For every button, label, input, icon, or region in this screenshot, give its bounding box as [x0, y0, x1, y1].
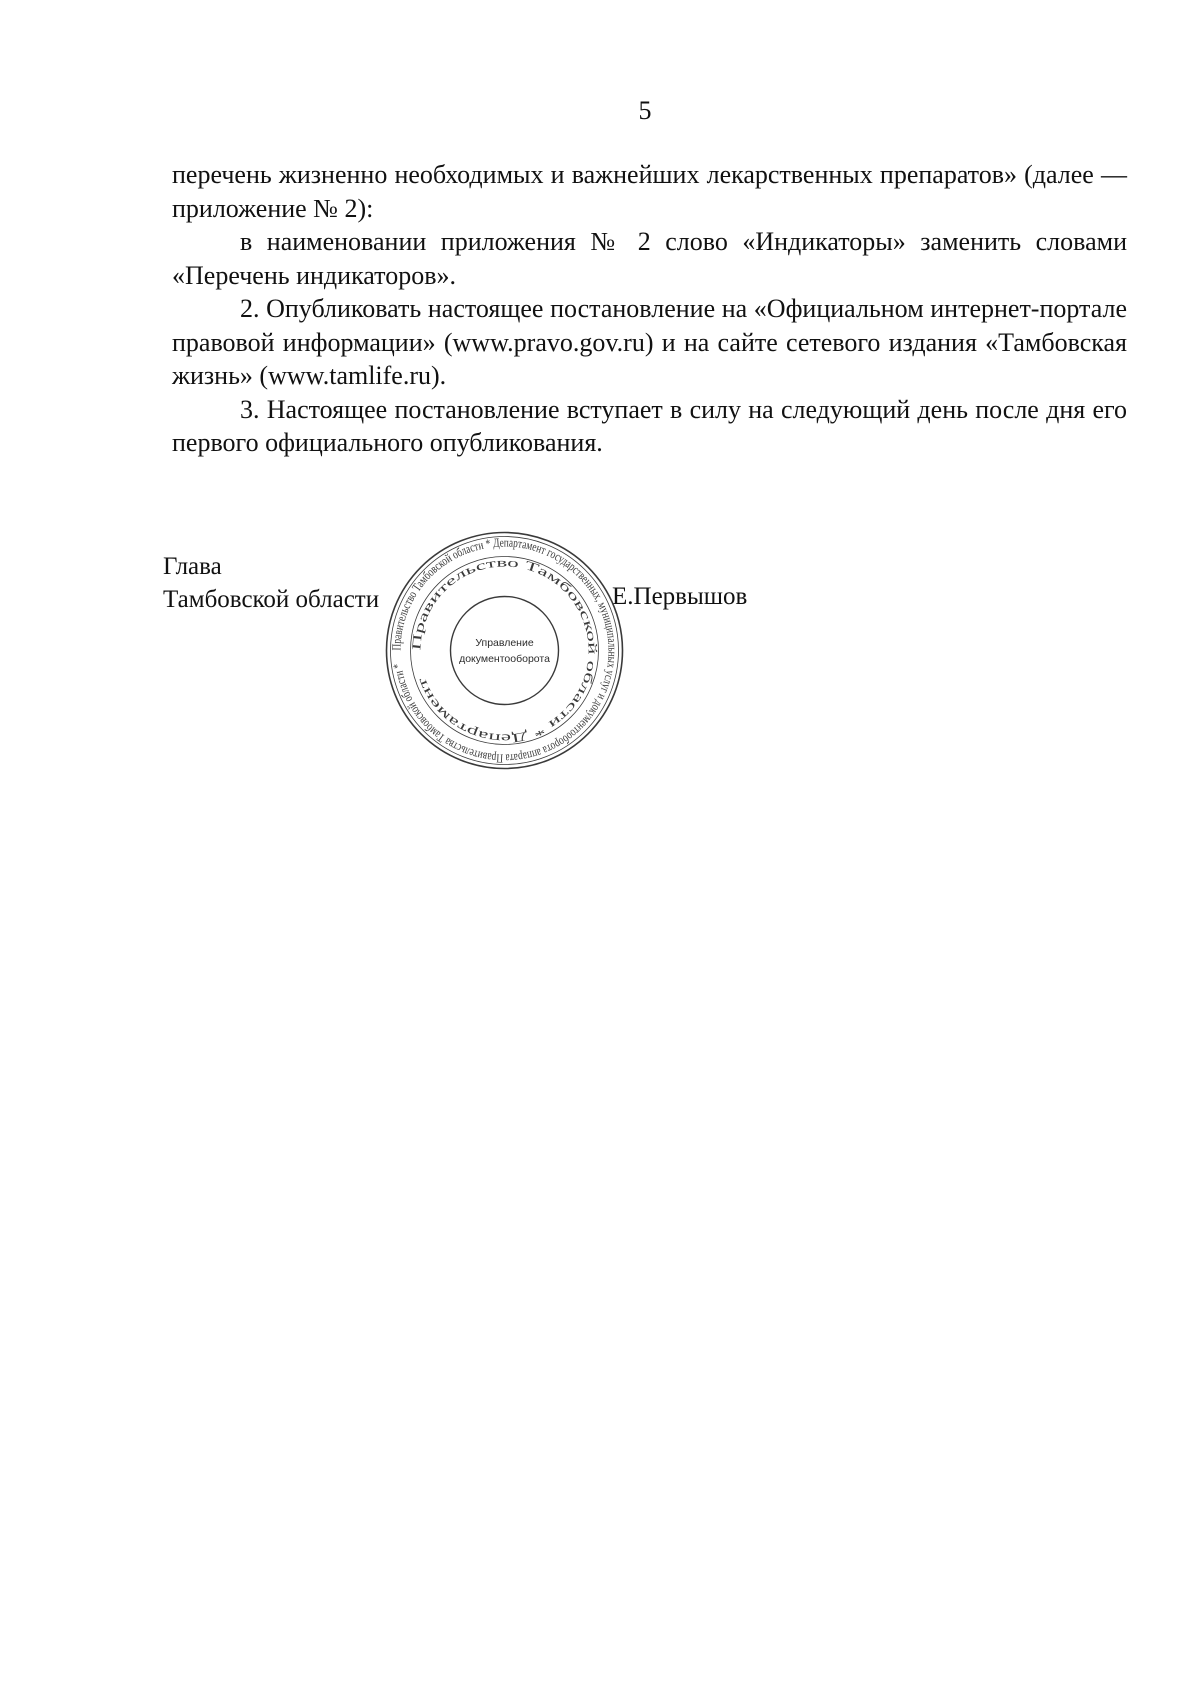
- paragraph-4: 3. Настоящее постановление вступает в силу на следующий день после дня его первого официального опубликования.: [172, 394, 1127, 457]
- seal-outer-ring-text: Правительство Тамбовской области * Департамент государственных, муниципальных услуг и документооборота аппарата Правительства Тамбовской области *: [389, 535, 620, 766]
- signature-position: [163, 550, 379, 616]
- document-body: [172, 158, 1127, 460]
- signature-position-line1: Глава: [163, 553, 222, 580]
- paragraph-3: 2. Опубликовать настоящее постановление на «Официальном интернет-портале правовой информации» (www.pravo.gov.ru) и на сайте сетевого издания «Тамбовская жизнь» (www.tamlife.ru).: [172, 294, 1127, 390]
- paragraph-2: в наименовании приложения № 2 слово «Индикаторы» заменить словами «Перечень индикаторов».: [172, 227, 1127, 290]
- signature-position-line2: Тамбовской области: [163, 586, 380, 613]
- seal-center-border: [451, 597, 559, 705]
- signer-name: Е.Первышов: [612, 583, 748, 610]
- seal-inner-ring-text: Правительство Тамбовской области * Департамент: [409, 555, 600, 746]
- official-seal: [382, 528, 627, 773]
- seal-center-line1: Управление: [475, 637, 534, 649]
- seal-graphic: [382, 528, 627, 773]
- seal-center-line2: документооборота: [459, 653, 550, 665]
- paragraph-1: перечень жизненно необходимых и важнейших лекарственных препаратов» (далее — приложение № 2):: [172, 160, 1127, 223]
- page-number: 5: [638, 96, 652, 125]
